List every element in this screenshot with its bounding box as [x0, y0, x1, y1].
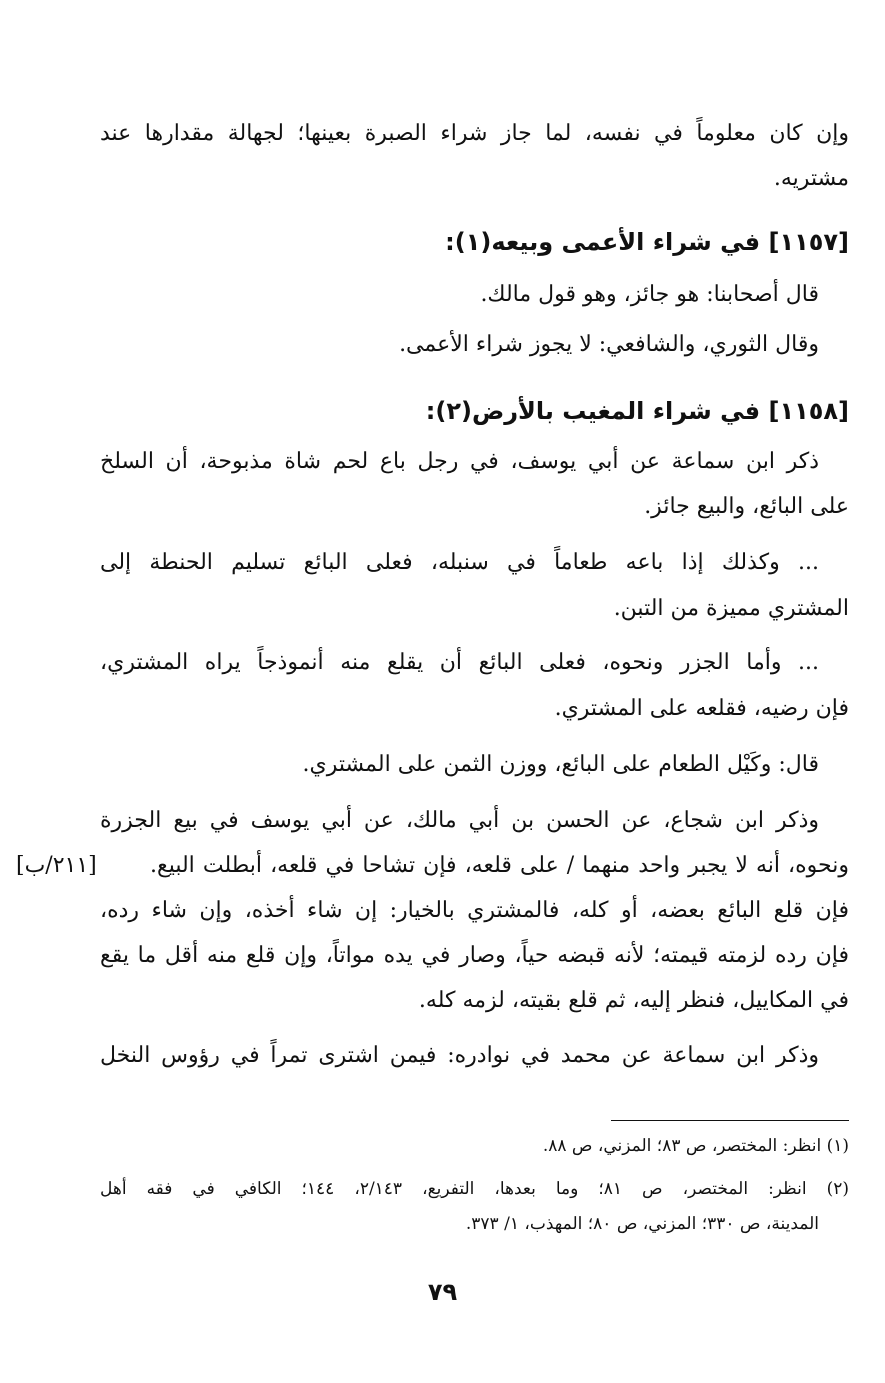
footnote-1: (١) انظر: المختصر، ص ٨٣؛ المزني، ص ٨٨. [542, 1136, 849, 1156]
paragraph-8-line-1: وذكر ابن شجاع، عن الحسن بن أبي مالك، عن أبي يوسف في بيع الجزرة [100, 808, 819, 833]
footnote-2-line-1: (٢) انظر: المختصر، ص ٨١؛ وما بعدها، التفريع، ٢/١٤٣، ١٤٤؛ الكافي في فقه أهل [100, 1179, 849, 1199]
section-heading-1157: [١١٥٧] في شراء الأعمى وبيعه(١): [445, 228, 849, 256]
manuscript-folio-marker: [٢١١/ب] [16, 853, 97, 878]
page-number: ٧٩ [427, 1278, 458, 1306]
paragraph-6-line-2: فإن رضيه، فقلعه على المشتري. [554, 696, 849, 721]
paragraph-4-line-2: على البائع، والبيع جائز. [644, 494, 849, 519]
footnote-separator [611, 1120, 849, 1121]
paragraph-9: وذكر ابن سماعة عن محمد في نوادره: فيمن اشترى تمراً في رؤوس النخل [100, 1043, 819, 1068]
paragraph-5-line-1: ... وكذلك إذا باعه طعاماً في سنبله، فعلى البائع تسليم الحنطة إلى [100, 550, 819, 575]
footnote-2-line-2: المدينة، ص ٣٣٠؛ المزني، ص ٨٠؛ المهذب، ١/ ٣٧٣. [465, 1214, 819, 1234]
paragraph-2: قال أصحابنا: هو جائز، وهو قول مالك. [480, 282, 819, 307]
paragraph-4-line-1: ذكر ابن سماعة عن أبي يوسف، في رجل باع لحم شاة مذبوحة، أن السلخ [100, 449, 819, 474]
paragraph-8-line-2: ونحوه، أنه لا يجبر واحد منهما / على قلعه، فإن تشاحا في قلعه، أبطلت البيع. [150, 853, 849, 878]
paragraph-8-line-5: في المكاييل، فنظر إليه، ثم قلع بقيته، لزمه كله. [418, 988, 849, 1013]
paragraph-3: وقال الثوري، والشافعي: لا يجوز شراء الأعمى. [399, 332, 819, 357]
paragraph-1-line-2: مشتريه. [773, 166, 849, 191]
paragraph-6-line-1: ... وأما الجزر ونحوه، فعلى البائع أن يقلع منه أنموذجاً يراه المشتري، [100, 650, 819, 675]
paragraph-1-line-1: وإن كان معلوماً في نفسه، لما جاز شراء الصبرة بعينها؛ لجهالة مقدارها عند [100, 121, 849, 146]
paragraph-8-line-3: فإن قلع البائع بعضه، أو كله، فالمشتري بالخيار: إن شاء أخذه، وإن شاء رده، [100, 898, 849, 923]
paragraph-8-line-4: فإن رده لزمته قيمته؛ لأنه قبضه حياً، وصار في يده مواتاً، وإن قلع منه أقل ما يقع [100, 943, 849, 968]
section-heading-1158: [١١٥٨] في شراء المغيب بالأرض(٢): [425, 397, 849, 425]
paragraph-5-line-2: المشتري مميزة من التبن. [613, 596, 849, 621]
paragraph-7: قال: وكَيْل الطعام على البائع، ووزن الثمن على المشتري. [302, 752, 819, 777]
